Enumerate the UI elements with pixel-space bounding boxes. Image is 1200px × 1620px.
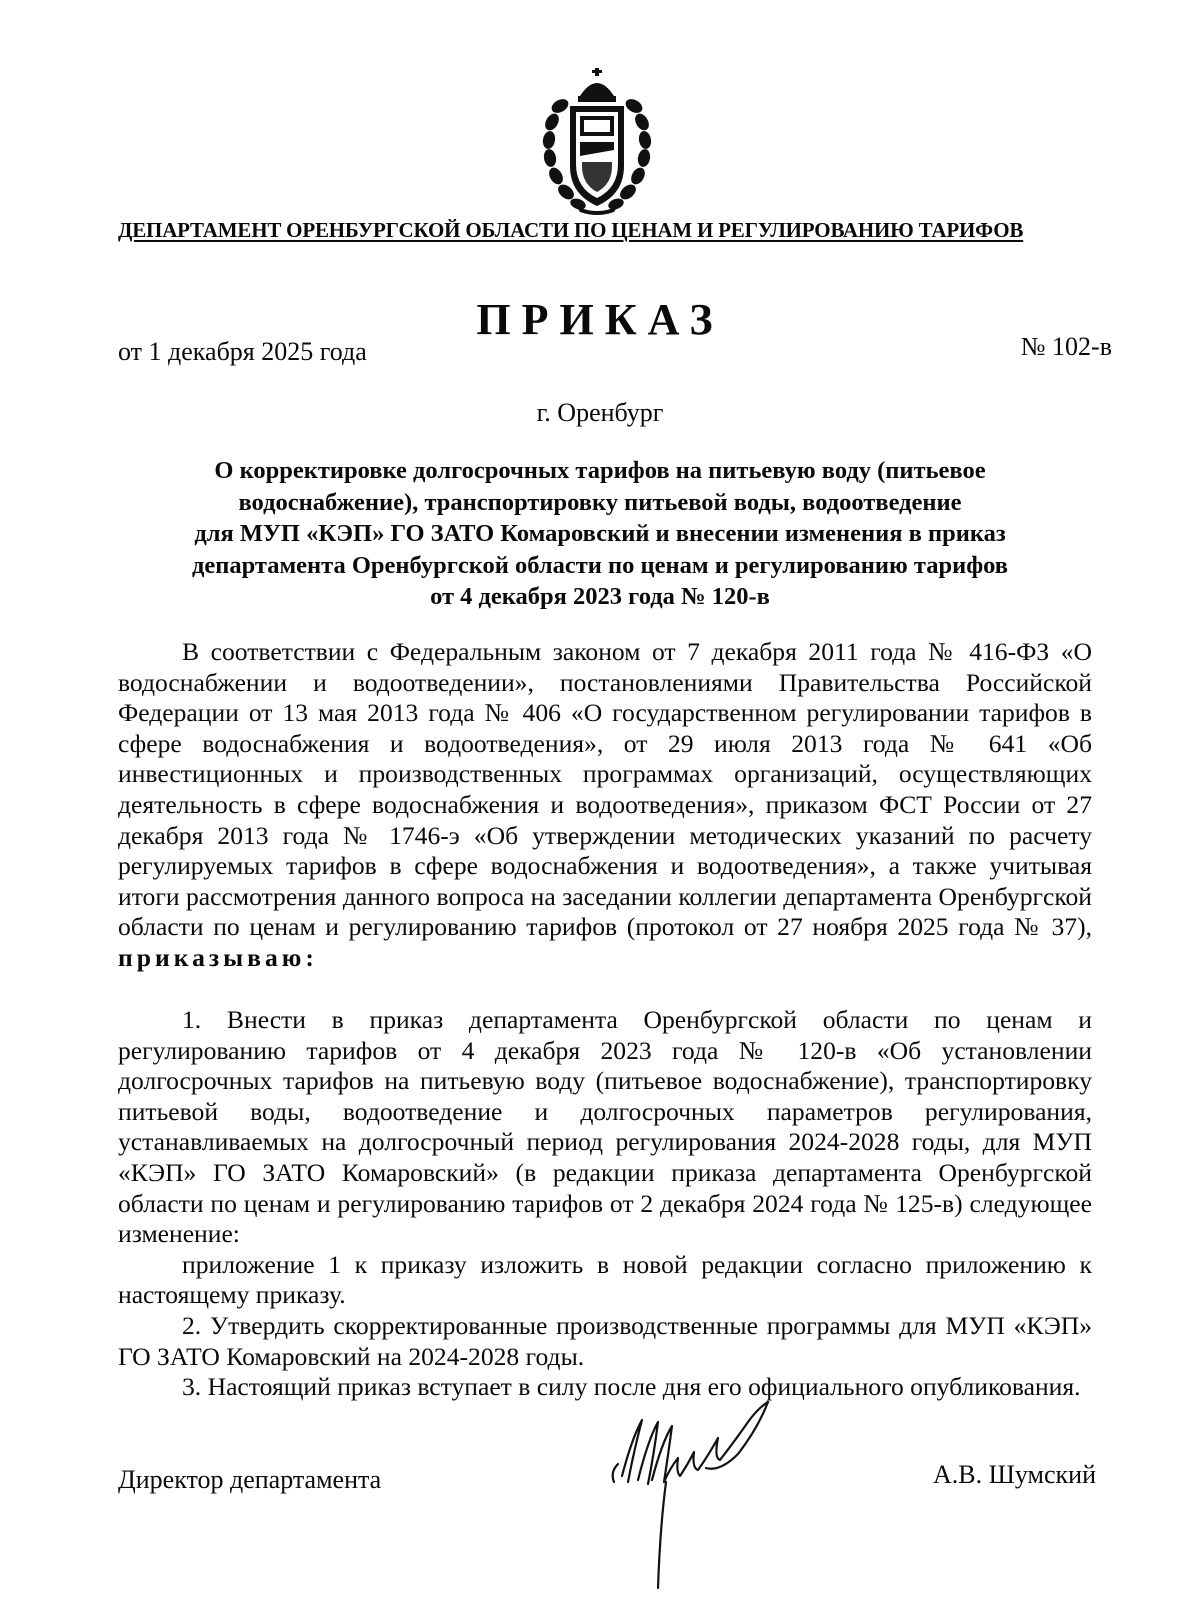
subject-line: О корректировке долгосрочных тарифов на питьевую воду (питьевое [214, 457, 986, 484]
order-item-1-change: приложение 1 к приказу изложить в новой редакции согласно приложению к настоящему приказу. [118, 1249, 1092, 1310]
signer-position: Директор департамента [118, 1465, 382, 1494]
order-item-2: 2. Утвердить скорректированные производственные программы для МУП «КЭП» ГО ЗАТО Комаровский на 2024-2028 годы. [118, 1310, 1092, 1371]
order-items [118, 1005, 1092, 1403]
preamble-text: В соответствии с Федеральным законом от 7 декабря 2011 года № 416-ФЗ «О водоснабжении и водоотведении», постановлениями Правительства Российской Федерации от 13 мая 2013 года № 406 «О государственном регулировании тарифов в сфере водоснабжения и водоотведения», от 29 июля 2013 года № 641 «Об инвестиционных и производственных программах организаций, осуществляющих деятельность в сфере водоснабжения и водоотведения», приказом ФСТ России от 27 декабря 2013 года № 1746-э «Об утверждении методических указаний по расчету регулируемых тарифов в сфере водоснабжения и водоотведения», а также учитывая итоги рассмотрения данного вопроса на заседании коллегии департамента Оренбургской области по ценам и регулированию тарифов (протокол от 27 ноября 2025 года № 37), [118, 637, 1092, 942]
signer-name: А.В. Шумский [933, 1460, 1096, 1489]
order-item-3: 3. Настоящий приказ вступает в силу после дня его официального опубликования. [182, 1372, 1081, 1402]
order-word: приказываю: [118, 942, 318, 972]
department-header: ДЕПАРТАМЕНТ ОРЕНБУРГСКОЙ ОБЛАСТИ ПО ЦЕНАМ И РЕГУЛИРОВАНИЮ ТАРИФОВ [118, 218, 1024, 242]
subject-line: от 4 декабря 2023 года № 120-в [430, 583, 770, 610]
handwritten-signature [608, 1398, 798, 1598]
document-type-title: ПРИКАЗ [476, 295, 724, 344]
document-number: № 102-в [1020, 332, 1112, 361]
subject-line: водоснабжение), транспортировку питьевой воды, водоотведение [238, 488, 962, 516]
preamble-paragraph [118, 637, 1092, 974]
document-date: от 1 декабря 2025 года [118, 337, 367, 366]
document-subject [120, 455, 1080, 613]
order-item-1: 1. Внести в приказ департамента Оренбургской области по ценам и регулированию тарифов от 4 декабря 2023 года № 120-в «Об установлении долгосрочных тарифов на питьевую воду (питьевое водоснабжение), транспортировку питьевой воды, водоотведение и долгосрочных параметров регулирования, устанавливаемых на долгосрочный период регулирования 2024-2028 годы, для МУП «КЭП» ГО ЗАТО Комаровский» (в редакции приказа департамента Оренбургской области по ценам и регулированию тарифов от 2 декабря 2024 года № 125-в) следующее изменение: [118, 1005, 1092, 1249]
document-city: г. Оренбург [536, 398, 664, 427]
coat-of-arms-emblem [540, 66, 654, 216]
subject-line: департамента Оренбургской области по ценам и регулированию тарифов [191, 551, 1009, 579]
subject-line: для МУП «КЭП» ГО ЗАТО Комаровский и внесении изменения в приказ [194, 520, 1006, 547]
preamble-section [118, 637, 1092, 974]
